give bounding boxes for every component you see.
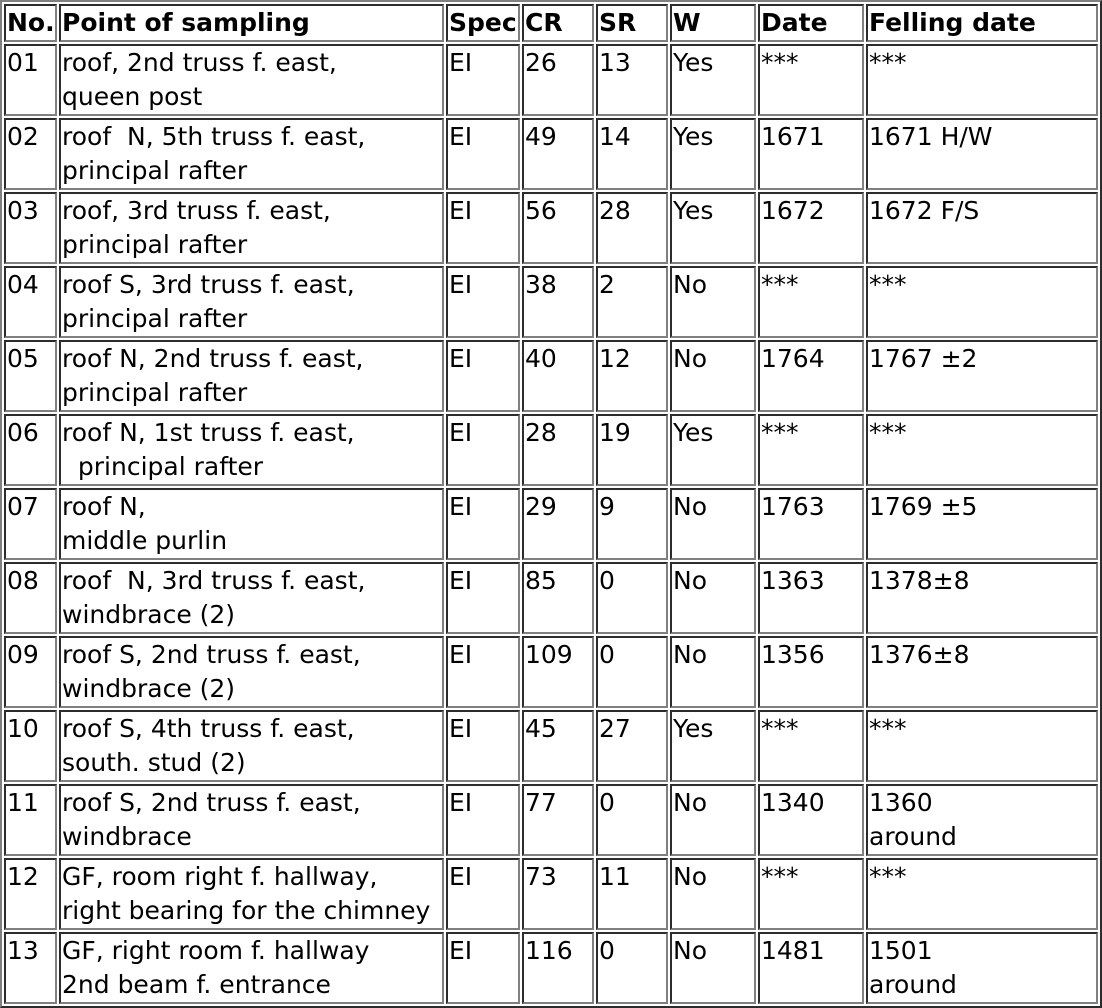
cell-date: 1356 [758, 636, 864, 708]
cell-point-of-sampling-line: roof N, 1st truss f. east, [62, 418, 355, 447]
table-row [4, 414, 1098, 486]
table-row [4, 192, 1098, 264]
cell-spec: EI [446, 414, 520, 486]
cell-date: *** [758, 858, 864, 930]
cell-no: 11 [4, 784, 57, 856]
cell-felling-date [866, 192, 1098, 264]
cell-spec: EI [446, 44, 520, 116]
cell-spec: EI [446, 710, 520, 782]
cell-felling-date [866, 858, 1098, 930]
cell-w: Yes [670, 192, 756, 264]
cell-w: No [670, 932, 756, 1004]
cell-point-of-sampling-line: south. stud (2) [62, 748, 246, 777]
table-row [4, 710, 1098, 782]
cell-felling-date [866, 118, 1098, 190]
cell-sr: 27 [596, 710, 668, 782]
cell-spec: EI [446, 932, 520, 1004]
cell-cr: 116 [522, 932, 594, 1004]
cell-felling-date-line: *** [869, 418, 907, 447]
cell-no: 05 [4, 340, 57, 412]
cell-point-of-sampling-line: principal rafter [62, 304, 248, 333]
cell-felling-date-line: *** [869, 48, 907, 77]
cell-sr: 14 [596, 118, 668, 190]
cell-no: 04 [4, 266, 57, 338]
cell-date: 1672 [758, 192, 864, 264]
cell-cr: 77 [522, 784, 594, 856]
cell-cr: 85 [522, 562, 594, 634]
cell-cr: 29 [522, 488, 594, 560]
cell-point-of-sampling-line: windbrace (2) [62, 674, 236, 703]
cell-point-of-sampling-line: roof N, 2nd truss f. east, [62, 344, 364, 373]
cell-point-of-sampling-line: principal rafter [62, 452, 264, 481]
cell-felling-date-line: 1769 ±5 [869, 492, 978, 521]
cell-sr: 2 [596, 266, 668, 338]
cell-cr: 56 [522, 192, 594, 264]
cell-no: 12 [4, 858, 57, 930]
cell-date: 1763 [758, 488, 864, 560]
cell-w: Yes [670, 414, 756, 486]
cell-point-of-sampling [59, 118, 444, 190]
cell-date: *** [758, 710, 864, 782]
cell-spec: EI [446, 784, 520, 856]
header-cr: CR [522, 4, 594, 42]
cell-point-of-sampling-line: roof S, 4th truss f. east, [62, 714, 355, 743]
table-row [4, 858, 1098, 930]
cell-point-of-sampling-line: roof, 3rd truss f. east, [62, 196, 331, 225]
cell-point-of-sampling-line: right bearing for the chimney [62, 896, 431, 925]
cell-felling-date [866, 488, 1098, 560]
cell-cr: 28 [522, 414, 594, 486]
cell-point-of-sampling [59, 636, 444, 708]
cell-felling-date [866, 266, 1098, 338]
cell-point-of-sampling [59, 414, 444, 486]
header-date: Date [758, 4, 864, 42]
cell-felling-date-line: around [869, 822, 957, 851]
cell-sr: 28 [596, 192, 668, 264]
header-w: W [670, 4, 756, 42]
cell-spec: EI [446, 488, 520, 560]
cell-point-of-sampling-line: roof N, 5th truss f. east, [62, 122, 366, 151]
cell-point-of-sampling [59, 858, 444, 930]
cell-point-of-sampling-line: middle purlin [62, 526, 228, 555]
cell-felling-date-line: *** [869, 714, 907, 743]
cell-spec: EI [446, 636, 520, 708]
cell-no: 06 [4, 414, 57, 486]
cell-no: 09 [4, 636, 57, 708]
cell-sr: 13 [596, 44, 668, 116]
table-row [4, 784, 1098, 856]
cell-date: *** [758, 414, 864, 486]
cell-cr: 26 [522, 44, 594, 116]
header-point-of-sampling: Point of sampling [59, 4, 444, 42]
cell-no: 02 [4, 118, 57, 190]
cell-cr: 38 [522, 266, 594, 338]
table-row [4, 118, 1098, 190]
cell-felling-date-line: *** [869, 862, 907, 891]
cell-w: No [670, 340, 756, 412]
cell-cr: 73 [522, 858, 594, 930]
cell-point-of-sampling [59, 192, 444, 264]
cell-no: 08 [4, 562, 57, 634]
table-row [4, 932, 1098, 1004]
cell-point-of-sampling-line: principal rafter [62, 230, 248, 259]
cell-date: 1671 [758, 118, 864, 190]
cell-felling-date-line: 1376±8 [869, 640, 970, 669]
cell-felling-date-line: 1671 H/W [869, 122, 993, 151]
cell-cr: 45 [522, 710, 594, 782]
cell-w: No [670, 784, 756, 856]
cell-date: 1481 [758, 932, 864, 1004]
header-row [4, 4, 1098, 42]
cell-sr: 0 [596, 932, 668, 1004]
cell-point-of-sampling-line: queen post [62, 82, 203, 111]
cell-no: 10 [4, 710, 57, 782]
table-row [4, 562, 1098, 634]
cell-felling-date-line: 1501 [869, 936, 933, 965]
cell-w: Yes [670, 710, 756, 782]
cell-point-of-sampling-line: GF, right room f. hallway [62, 936, 370, 965]
cell-felling-date-line: 1360 [869, 788, 933, 817]
cell-date: *** [758, 266, 864, 338]
cell-point-of-sampling [59, 562, 444, 634]
cell-spec: EI [446, 192, 520, 264]
table-row [4, 266, 1098, 338]
cell-point-of-sampling-line: windbrace (2) [62, 600, 236, 629]
cell-spec: EI [446, 118, 520, 190]
table-row [4, 636, 1098, 708]
cell-sr: 0 [596, 784, 668, 856]
cell-point-of-sampling-line: roof S, 2nd truss f. east, [62, 788, 361, 817]
cell-spec: EI [446, 340, 520, 412]
table-row [4, 488, 1098, 560]
cell-w: Yes [670, 44, 756, 116]
cell-point-of-sampling-line: principal rafter [62, 156, 248, 185]
cell-felling-date-line: 1378±8 [869, 566, 970, 595]
cell-point-of-sampling-line: principal rafter [62, 378, 248, 407]
cell-sr: 12 [596, 340, 668, 412]
cell-felling-date [866, 932, 1098, 1004]
cell-no: 01 [4, 44, 57, 116]
table-body [4, 44, 1098, 1004]
cell-point-of-sampling [59, 340, 444, 412]
header-felling-date: Felling date [866, 4, 1098, 42]
cell-no: 07 [4, 488, 57, 560]
cell-felling-date-line: 1672 F/S [869, 196, 980, 225]
cell-felling-date [866, 784, 1098, 856]
cell-sr: 11 [596, 858, 668, 930]
cell-cr: 49 [522, 118, 594, 190]
cell-sr: 19 [596, 414, 668, 486]
cell-w: No [670, 266, 756, 338]
cell-sr: 9 [596, 488, 668, 560]
cell-felling-date-line: *** [869, 270, 907, 299]
cell-felling-date [866, 562, 1098, 634]
cell-cr: 109 [522, 636, 594, 708]
cell-point-of-sampling [59, 932, 444, 1004]
cell-sr: 0 [596, 636, 668, 708]
cell-date: 1340 [758, 784, 864, 856]
cell-cr: 40 [522, 340, 594, 412]
cell-point-of-sampling-line: GF, room right f. hallway, [62, 862, 378, 891]
cell-w: No [670, 858, 756, 930]
cell-point-of-sampling-line: roof, 2nd truss f. east, [62, 48, 337, 77]
table-row [4, 44, 1098, 116]
cell-felling-date [866, 44, 1098, 116]
cell-no: 03 [4, 192, 57, 264]
cell-felling-date-line: around [869, 970, 957, 999]
cell-point-of-sampling-line: 2nd beam f. entrance [62, 970, 331, 999]
cell-spec: EI [446, 562, 520, 634]
cell-felling-date [866, 414, 1098, 486]
cell-no: 13 [4, 932, 57, 1004]
cell-point-of-sampling-line: roof S, 3rd truss f. east, [62, 270, 355, 299]
cell-point-of-sampling [59, 784, 444, 856]
cell-felling-date-line: 1767 ±2 [869, 344, 978, 373]
cell-date: *** [758, 44, 864, 116]
header-spec: Spec [446, 4, 520, 42]
cell-w: No [670, 562, 756, 634]
cell-point-of-sampling-line: roof S, 2nd truss f. east, [62, 640, 361, 669]
cell-felling-date [866, 710, 1098, 782]
cell-point-of-sampling [59, 710, 444, 782]
cell-spec: EI [446, 266, 520, 338]
cell-point-of-sampling [59, 44, 444, 116]
cell-w: Yes [670, 118, 756, 190]
cell-w: No [670, 636, 756, 708]
table-row [4, 340, 1098, 412]
cell-w: No [670, 488, 756, 560]
cell-date: 1363 [758, 562, 864, 634]
cell-felling-date [866, 340, 1098, 412]
header-sr: SR [596, 4, 668, 42]
cell-spec: EI [446, 858, 520, 930]
cell-sr: 0 [596, 562, 668, 634]
cell-point-of-sampling [59, 266, 444, 338]
cell-point-of-sampling-line: roof N, [62, 492, 146, 521]
cell-point-of-sampling [59, 488, 444, 560]
cell-date: 1764 [758, 340, 864, 412]
cell-point-of-sampling-line: windbrace [62, 822, 192, 851]
cell-felling-date [866, 636, 1098, 708]
cell-point-of-sampling-line: roof N, 3rd truss f. east, [62, 566, 366, 595]
header-no: No. [4, 4, 57, 42]
